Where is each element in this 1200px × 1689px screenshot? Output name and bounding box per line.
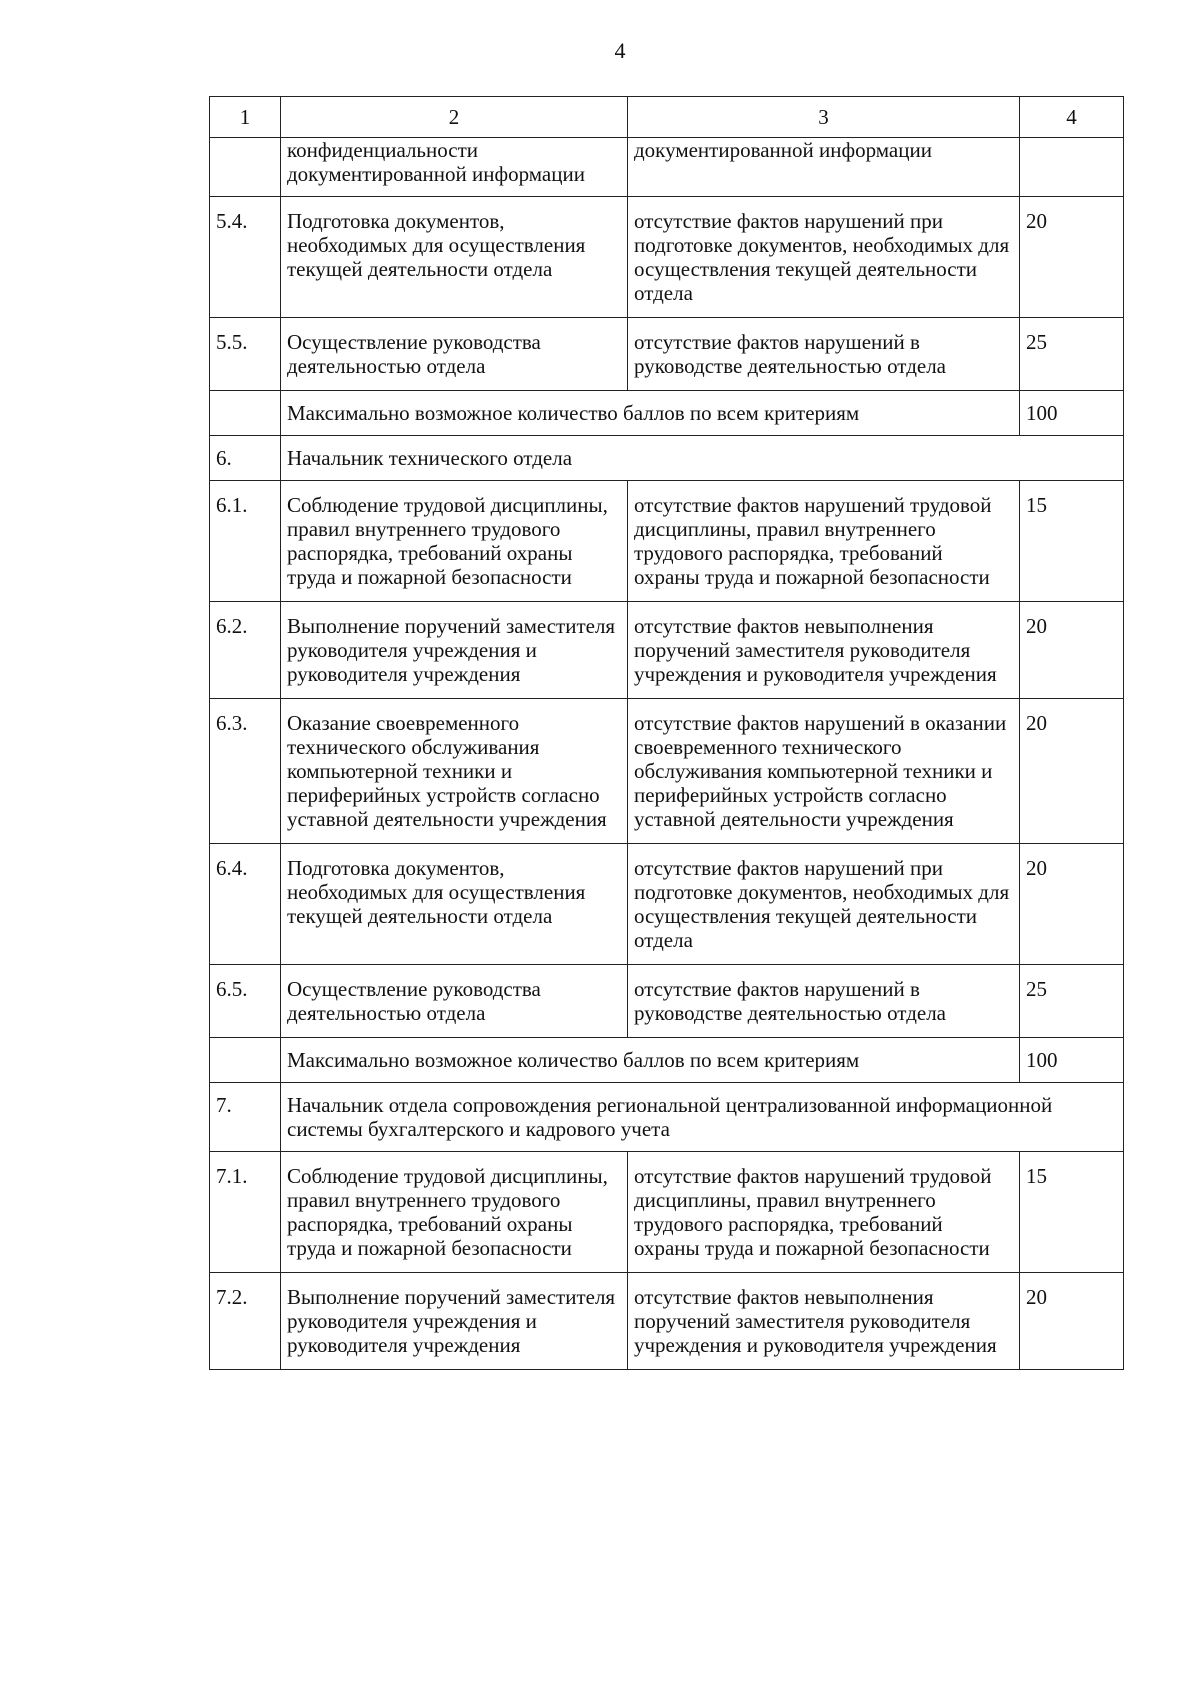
row-number: 5.5. (210, 318, 281, 391)
table-row (210, 197, 1124, 318)
table-row (210, 481, 1124, 602)
total-points: 100 (1020, 391, 1124, 436)
section-number: 7. (210, 1083, 281, 1152)
points-cell: 15 (1020, 1152, 1124, 1273)
points-cell: 25 (1020, 318, 1124, 391)
indicator-cell: отсутствие фактов нарушений трудовой дисциплины, правил внутреннего трудового распорядка, требований охраны труда и пожарной безопасности (628, 481, 1020, 602)
criterion-cell: Подготовка документов, необходимых для осуществления текущей деятельности отдела (281, 844, 628, 965)
section-row (210, 1083, 1124, 1152)
section-title: Начальник технического отдела (281, 436, 1124, 481)
criterion-cell: Соблюдение трудовой дисциплины, правил внутреннего трудового распорядка, требований охраны труда и пожарной безопасности (281, 481, 628, 602)
column-number-4: 4 (1020, 97, 1124, 138)
section-number: 6. (210, 436, 281, 481)
criterion-cell: Осуществление руководства деятельностью отдела (281, 318, 628, 391)
points-cell: 25 (1020, 965, 1124, 1038)
indicator-cell: отсутствие фактов невыполнения поручений заместителя руководителя учреждения и руководителя учреждения (628, 1273, 1020, 1370)
criterion-cell: Подготовка документов, необходимых для осуществления текущей деятельности отдела (281, 197, 628, 318)
criterion-cell: Осуществление руководства деятельностью отдела (281, 965, 628, 1038)
indicator-cell: отсутствие фактов нарушений трудовой дисциплины, правил внутреннего трудового распорядка, требований охраны труда и пожарной безопасности (628, 1152, 1020, 1273)
indicator-cell: отсутствие фактов нарушений при подготовке документов, необходимых для осуществления текущей деятельности отдела (628, 844, 1020, 965)
header-row (210, 97, 1124, 138)
row-number (210, 1038, 281, 1083)
column-number-3: 3 (628, 97, 1020, 138)
row-number: 6.3. (210, 699, 281, 844)
row-number: 6.2. (210, 602, 281, 699)
row-number: 7.2. (210, 1273, 281, 1370)
table-row (210, 1152, 1124, 1273)
table-row (210, 965, 1124, 1038)
criteria-table (209, 96, 1124, 1370)
criterion-cell: Выполнение поручений заместителя руководителя учреждения и руководителя учреждения (281, 1273, 628, 1370)
points-cell: 20 (1020, 699, 1124, 844)
total-label: Максимально возможное количество баллов по всем критериям (281, 1038, 1020, 1083)
total-row (210, 1038, 1124, 1083)
table-row (210, 699, 1124, 844)
indicator-cell: отсутствие фактов нарушений при подготовке документов, необходимых для осуществления текущей деятельности отдела (628, 197, 1020, 318)
row-number (210, 391, 281, 436)
indicator-cell: отсутствие фактов невыполнения поручений заместителя руководителя учреждения и руководителя учреждения (628, 602, 1020, 699)
column-number-2: 2 (281, 97, 628, 138)
points-cell: 20 (1020, 844, 1124, 965)
points-cell: 20 (1020, 1273, 1124, 1370)
table-row (210, 1273, 1124, 1370)
points-cell: 20 (1020, 197, 1124, 318)
total-row (210, 391, 1124, 436)
table-row (210, 844, 1124, 965)
total-label: Максимально возможное количество баллов по всем критериям (281, 391, 1020, 436)
points-cell (1020, 138, 1124, 197)
points-cell: 20 (1020, 602, 1124, 699)
criterion-cell: Соблюдение трудовой дисциплины, правил внутреннего трудового распорядка, требований охраны труда и пожарной безопасности (281, 1152, 628, 1273)
section-title: Начальник отдела сопровождения региональной централизованной информационной системы бухгалтерского и кадрового учета (281, 1083, 1124, 1152)
indicator-cell: документированной информации (628, 138, 1020, 197)
row-number: 6.5. (210, 965, 281, 1038)
row-number: 6.1. (210, 481, 281, 602)
column-number-1: 1 (210, 97, 281, 138)
page-number: 4 (614, 38, 626, 63)
points-cell: 15 (1020, 481, 1124, 602)
row-number: 6.4. (210, 844, 281, 965)
section-row (210, 436, 1124, 481)
criterion-cell: Выполнение поручений заместителя руководителя учреждения и руководителя учреждения (281, 602, 628, 699)
criterion-cell: Оказание своевременного технического обслуживания компьютерной техники и периферийных устройств согласно уставной деятельности учреждения (281, 699, 628, 844)
table-row (210, 602, 1124, 699)
indicator-cell: отсутствие фактов нарушений в оказании своевременного технического обслуживания компьютерной техники и периферийных устройств согласно уставной деятельности учреждения (628, 699, 1020, 844)
indicator-cell: отсутствие фактов нарушений в руководстве деятельностью отдела (628, 965, 1020, 1038)
table-row (210, 318, 1124, 391)
row-number: 5.4. (210, 197, 281, 318)
table-row (210, 138, 1124, 197)
row-number (210, 138, 281, 197)
criterion-cell: конфиденциальности документированной информации (281, 138, 628, 197)
indicator-cell: отсутствие фактов нарушений в руководстве деятельностью отдела (628, 318, 1020, 391)
total-points: 100 (1020, 1038, 1124, 1083)
row-number: 7.1. (210, 1152, 281, 1273)
